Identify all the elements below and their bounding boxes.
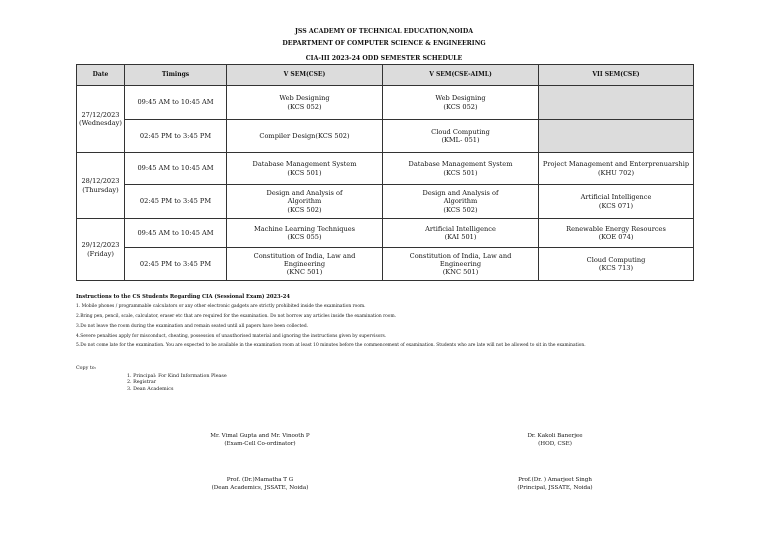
table-row bbox=[77, 120, 694, 153]
subject-line: Database Management System bbox=[252, 160, 357, 169]
subject-line: (KCS 052) bbox=[443, 102, 478, 111]
timing-cell: 02:45 PM to 3:45 PM bbox=[125, 248, 227, 281]
subject-cell-vii bbox=[539, 185, 694, 219]
timing-cell: 09:45 AM to 10:45 AM bbox=[125, 86, 227, 120]
exam-date: 29/12/2023 bbox=[81, 241, 120, 250]
subject-line: (KHU 702) bbox=[597, 168, 635, 177]
copy-to-label: Copy to: bbox=[76, 366, 97, 371]
subject-line: Cloud Computing bbox=[431, 127, 490, 136]
signature-name: Dr. Kakoli Banerjee bbox=[527, 433, 583, 439]
subject-line: (KNC 501) bbox=[442, 268, 479, 277]
department-name: DEPARTMENT OF COMPUTER SCIENCE & ENGINEERING bbox=[282, 40, 486, 47]
institute-name: JSS ACADEMY OF TECHNICAL EDUCATION,NOIDA bbox=[295, 28, 473, 35]
subject-line: Cloud Computing bbox=[586, 255, 646, 264]
subject-line: (KCS 055) bbox=[287, 233, 322, 241]
subject-cell-vii bbox=[539, 248, 694, 281]
exam-schedule-table bbox=[76, 64, 694, 281]
subject-line: Engineering bbox=[283, 259, 326, 268]
subject-cell-vii bbox=[539, 219, 694, 248]
subject-line: Algorithm bbox=[287, 197, 322, 206]
subject-line: Web Designing bbox=[435, 94, 486, 103]
subject-cell-vii bbox=[539, 86, 694, 120]
subject-cell-cse bbox=[227, 86, 383, 120]
subject-cell-vii bbox=[539, 120, 694, 153]
subject-line: (KCS 071) bbox=[598, 201, 634, 210]
subject-cell-aiml bbox=[383, 248, 539, 281]
instruction-item: 4.Severe penalties apply for misconduct, cheating, possession of unauthorised material and ignoring the instructions given by supervisors. bbox=[76, 334, 387, 339]
instruction-item: 1. Mobile phones / programmable calculators or any other electronic gadgets are strictly prohibited inside the examination room. bbox=[76, 304, 366, 309]
signature-exam-cell bbox=[195, 433, 325, 449]
signature-role: (Exam-Cell Co-ordinator) bbox=[224, 440, 296, 447]
copy-to-item: 3. Dean Academics bbox=[127, 386, 174, 392]
header-v-sem-cse-aiml: V SEM(CSE-AIML) bbox=[383, 65, 539, 86]
header-timings: Timings bbox=[125, 65, 227, 86]
subject-cell-aiml bbox=[383, 185, 539, 219]
subject-cell-cse bbox=[227, 153, 383, 185]
subject-cell-aiml bbox=[383, 153, 539, 185]
subject-cell-cse bbox=[227, 248, 383, 281]
subject-cell-cse bbox=[227, 219, 383, 248]
timing-cell: 02:45 PM to 3:45 PM bbox=[125, 185, 227, 219]
subject-line: (KAI 501) bbox=[444, 233, 477, 241]
table-row bbox=[77, 219, 694, 248]
signature-role: (Principal, JSSATE, Noida) bbox=[517, 484, 593, 491]
subject-line: Constitution of India, Law and bbox=[253, 251, 356, 260]
signature-role: (HOD, CSE) bbox=[538, 440, 572, 447]
instructions-title: Instructions to the CS Students Regarding CIA (Sessional Exam) 2023-24 bbox=[76, 294, 291, 300]
timing-cell: 09:45 AM to 10:45 AM bbox=[125, 153, 227, 185]
subject-line: (KOE 074) bbox=[598, 233, 634, 241]
subject-cell-cse bbox=[227, 185, 383, 219]
signature-name: Mr. Vimal Gupta and Mr. Vinooth P bbox=[210, 433, 310, 439]
subject-line: Renewable Energy Resources bbox=[566, 224, 666, 233]
header-vii-sem-cse: VII SEM(CSE) bbox=[539, 65, 694, 86]
subject-line: (KCS 502) bbox=[287, 205, 322, 214]
subject-line: Design and Analysis of bbox=[266, 189, 343, 198]
signature-role: (Dean Academics, JSSATE, Noida) bbox=[211, 484, 309, 491]
exam-day: (Wednesday) bbox=[79, 119, 122, 127]
subject-cell-cse bbox=[227, 120, 383, 153]
subject-line: Constitution of India, Law and bbox=[409, 251, 512, 260]
signature-dean bbox=[195, 477, 325, 493]
subject-line: (KCS 052) bbox=[287, 102, 322, 111]
header-v-sem-cse: V SEM(CSE) bbox=[227, 65, 383, 86]
subject-line: Web Designing bbox=[279, 94, 330, 103]
instruction-item: 2.Bring pen, pencil, scale, calculator, eraser etc that are required for the examination. Do not borrow any articles inside the examination room. bbox=[76, 314, 397, 319]
timing-cell: 02:45 PM to 3:45 PM bbox=[125, 120, 227, 153]
subject-cell-aiml bbox=[383, 120, 539, 153]
table-row bbox=[77, 185, 694, 219]
table-row bbox=[77, 248, 694, 281]
copy-to-item: 1. Principal: For Kind Information Please bbox=[127, 374, 227, 379]
instruction-item: 5.Do not come late for the examination. You are expected to be available in the examination room at least 10 minutes before the commencement of examination. Students who are late will not be allowed to sit in the examination. bbox=[76, 343, 586, 348]
subject-line: (KCS 713) bbox=[598, 264, 634, 272]
subject-line: (KCS 501) bbox=[443, 168, 478, 177]
subject-line: (KML- 051) bbox=[441, 136, 480, 144]
subject-line: Artificial Intelligence bbox=[425, 224, 496, 233]
subject-line: Database Management System bbox=[408, 160, 513, 169]
subject-line: Algorithm bbox=[443, 197, 478, 206]
header-date: Date bbox=[77, 65, 125, 86]
exam-day: (Thursday) bbox=[82, 185, 119, 194]
copy-to-list bbox=[127, 374, 227, 393]
subject-cell-vii bbox=[539, 153, 694, 185]
date-cell bbox=[77, 219, 125, 281]
subject-line: Project Management and Enterprenuarship bbox=[542, 160, 690, 169]
timing-cell: 09:45 AM to 10:45 AM bbox=[125, 219, 227, 248]
signature-principal bbox=[490, 477, 620, 493]
signature-name: Prof. (Dr.)Mamatha T G bbox=[226, 477, 294, 483]
subject-line: (KCS 502) bbox=[443, 205, 478, 214]
copy-to-item: 2. Registrar bbox=[127, 380, 156, 386]
subject-line: (KNC 501) bbox=[286, 268, 323, 277]
signature-name: Prof.(Dr. ) Amarjeet Singh bbox=[518, 477, 592, 483]
subject-line: Machine Learning Techniques bbox=[253, 224, 356, 233]
exam-day: (Friday) bbox=[87, 249, 114, 258]
subject-line: Design and Analysis of bbox=[422, 189, 499, 198]
subject-cell-aiml bbox=[383, 219, 539, 248]
table-row bbox=[77, 153, 694, 185]
subject-line: Artificial Intelligence bbox=[580, 193, 652, 202]
exam-date: 28/12/2023 bbox=[81, 177, 120, 186]
subject-line: Engineering bbox=[439, 259, 482, 268]
instruction-item: 3.Do not leave the room during the examination and remain seated until all papers have been collected. bbox=[76, 324, 309, 329]
date-cell bbox=[77, 153, 125, 219]
schedule-title: CIA-III 2023-24 ODD SEMESTER SCHEDULE bbox=[305, 55, 463, 62]
table-row bbox=[77, 86, 694, 120]
exam-date: 27/12/2023 bbox=[81, 110, 120, 119]
date-cell bbox=[77, 86, 125, 153]
subject-line: Compiler Design(KCS 502) bbox=[259, 131, 350, 140]
signature-hod bbox=[490, 433, 620, 449]
subject-line: (KCS 501) bbox=[287, 168, 322, 177]
table-header-row bbox=[77, 65, 694, 86]
subject-cell-aiml bbox=[383, 86, 539, 120]
